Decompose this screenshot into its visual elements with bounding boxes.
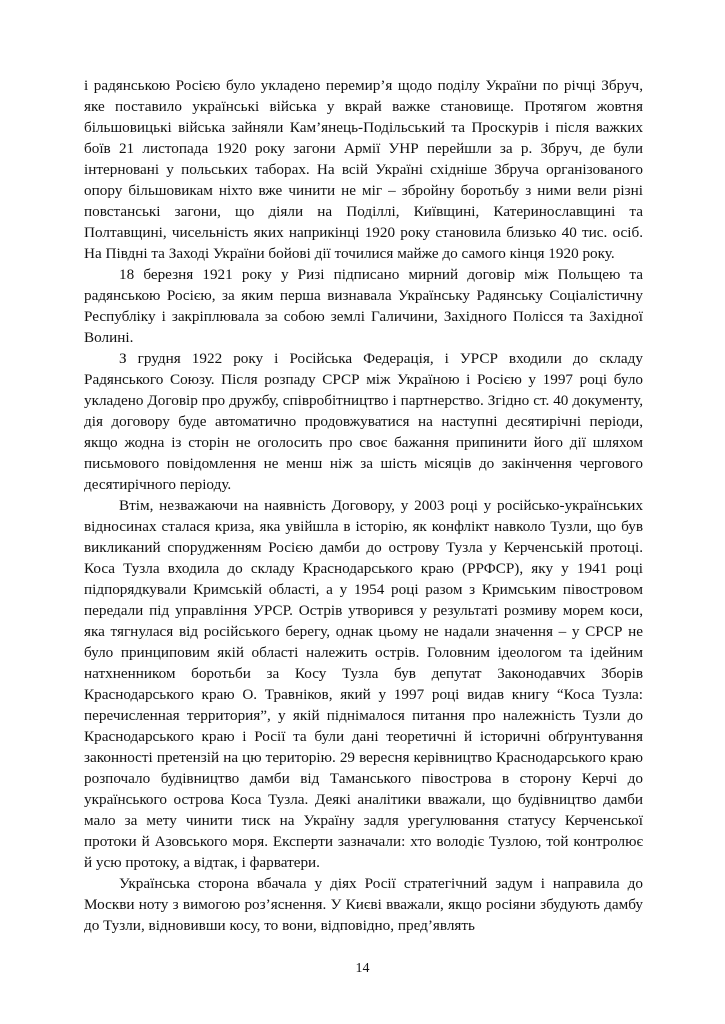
page-number: 14 bbox=[355, 961, 370, 976]
paragraph-riga-treaty: 18 березня 1921 року у Ризі підписано мирний договір між Польщею та радянською Росією, за яким перша визнавала Українську Радянську Соціалістичну Республіку і закріплювала за собою землі Галичини, Західного Полісся та Західної Волині. bbox=[84, 266, 643, 346]
paragraph-tuzla-conflict: Втім, незважаючи на наявність Договору, у 2003 році у російсько-українських відносинах сталася криза, яка увійшла в історію, як конфлікт навколо Тузли, що був викликаний спорудженням Росією дамби до острову Тузла у Керченській протоці. Коса Тузла входила до складу Краснодарського краю (РРФСР), яку у 1941 році підпорядкували Кримській області, а у 1954 році разом з Кримським півостровом передали під управління УРСР. Острів утворився у результаті розмиву морем коси, яка тягнулася від російського берегу, однак цьому не надали значення – у СРСР не було принциповим якій області належить острів. Головним ідеологом та ідейним натхненником боротьби за Косу Тузла був депутат Законодавчих Зборів Краснодарського краю О. Травніков, який у 1997 році видав книгу “Коса Тузла: перечисленная территория”, у якій піднімалося питання про належність Тузли до Краснодарського краю і Росії та були дані теоретичні й історичні обґрунтування законності претензій на цю територію. 29 вересня керівництво Краснодарського краю розпочало будівництво дамби від Таманського півострова в сторону Керчі до українського острова Коса Тузла. Деякі аналітики вважали, що будівництво дамби мало за мету чинити тиск на Україну задля урегулювання статусу Керченської протоки й Азовського моря. Експерти зазначали: хто володіє Тузлою, той контролює й усю протоку, а відтак, і фарватери. bbox=[84, 497, 643, 871]
paragraph-ussr-treaty: З грудня 1922 року і Російська Федерація, і УРСР входили до складу Радянського Союзу. Після розпаду СРСР між Україною і Росією у 1997 році було укладено Договір про дружбу, співробітництво і партнерство. Згідно ст. 40 документу, дія договору буде автоматично продовжуватися на наступні десятирічні періоди, якщо жодна із сторін не оголосить про своє бажання припинити його дії шляхом письмового повідомлення не менш ніж за шість місяців до закінчення чергового десятирічного періоду. bbox=[84, 350, 643, 493]
page-body bbox=[84, 75, 643, 936]
paragraph-ukrainian-note: Українська сторона вбачала у діях Росії стратегічний задум і направила до Москви ноту з вимогою роз’яснення. У Києві вважали, якщо росіяни збудують дамбу до Тузли, відновивши косу, то вони, відповідно, пред’являть bbox=[84, 875, 643, 934]
paragraph-continuation: і радянською Росією було укладено перемир’я щодо поділу України по річці Збруч, яке поставило українські війська у вкрай важке становище. Протягом жовтня більшовицькі війська зайняли Кам’янець-Подільський та Проскурів і після важких боїв 21 листопада 1920 року загони Армії УНР перейшли за р. Збруч, де були інтерновані у польських таборах. На всій Україні східніше Збруча організованого опору більшовикам ніхто вже чинити не міг – збройну боротьбу з ними вели різні повстанські загони, що діяли на Поділлі, Київщині, Катеринославщині та Полтавщині, чисельність яких наприкінці 1920 року становила близько 40 тис. осіб. На Півдні та Заході України бойові дії точилися майже до самого кінця 1920 року. bbox=[84, 77, 643, 262]
